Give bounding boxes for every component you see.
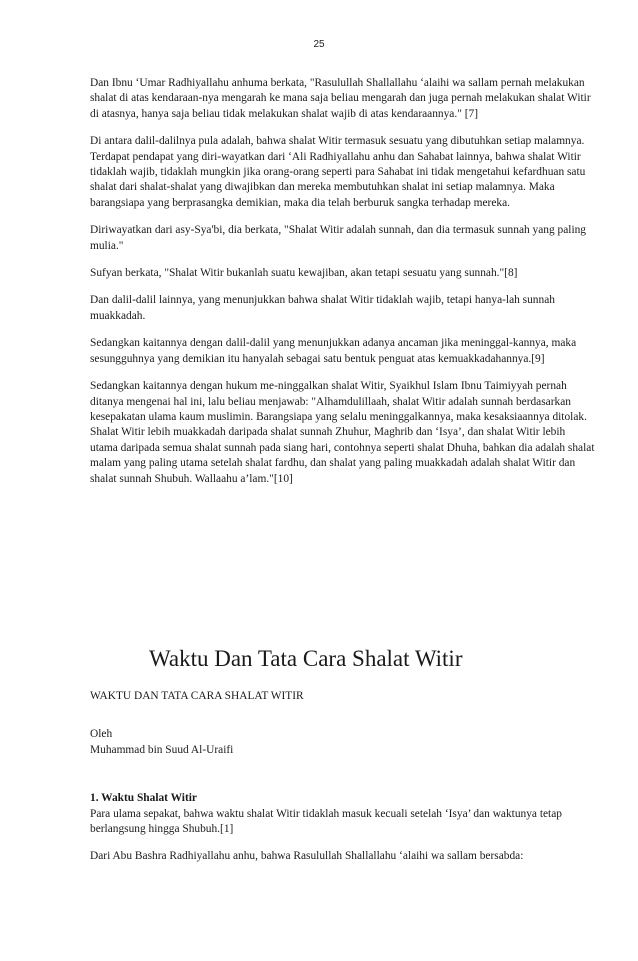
paragraph-dalil-witir: Di antara dalil-dalilnya pula adalah, bahwa shalat Witir termasuk sesuatu yang dibutuhkan setiap malamnya. Terdapat pendapat yang diri-wayatkan dari ‘Ali Radhiyallahu anhu dan Sahabat lainnya, bahwa shalat Witir tidaklah wajib, tidaklah mungkin jika orang-orang seperti para Sahabat ini tidak mengetahui kefardhuan satu shalat dari shalat-shalat yang diwajibkan dan mereka membutuhkan shalat ini setiap malamnya. Maka barangsiapa yang berprasangka demikian, maka dia telah berburuk sangka terhadap mereka. xyxy=(90,135,586,209)
section-title: Waktu Dan Tata Cara Shalat Witir xyxy=(149,645,463,671)
paragraph-ancaman: Sedangkan kaitannya dengan dalil-dalil yang menunjukkan adanya ancaman jika meninggal-kannya, maka sesungguhnya yang demikian itu hanyalah sebagai satu bentuk penguat atas kemuakkadahannya.[9] xyxy=(90,337,577,365)
section-caps-title: WAKTU DAN TATA CARA SHALAT WITIR xyxy=(90,689,304,702)
paragraph-asy-syabi: Diriwayatkan dari asy-Sya'bi, dia berkata, "Shalat Witir adalah sunnah, dan dia termasuk sunnah yang paling mulia." xyxy=(90,224,587,252)
paragraph-abu-bashra: Dari Abu Bashra Radhiyallahu anhu, bahwa Rasulullah Shallallahu ‘alaihi wa sallam bersabda: xyxy=(90,850,524,863)
page-number: 25 xyxy=(313,39,325,50)
author-block xyxy=(90,727,595,758)
paragraph-dalil-lainnya: Dan dalil-dalil lainnya, yang menunjukkan bahwa shalat Witir tidaklah wajib, tetapi hanya-lah sunnah muakkadah. xyxy=(90,294,555,322)
paragraph-waktu-witir: Para ulama sepakat, bahwa waktu shalat Witir tidaklah masuk kecuali setelah ‘Isya’ dan waktunya tetap berlangsung hingga Shubuh.[1] xyxy=(90,807,562,835)
by-label: Oleh xyxy=(90,728,113,741)
page-content xyxy=(90,76,595,877)
gap xyxy=(90,781,595,791)
blank-space xyxy=(90,499,595,645)
paragraph-ibnu-umar: Dan Ibnu ‘Umar Radhiyallahu anhuma berkata, "Rasulullah Shallallahu ‘alaihi wa sallam pernah melakukan shalat di atas kendaraan-nya mengarah ke mana saja beliau mengarah dan juga pernah melakukan shalat Witir di atasnya, hanya saja beliau tidak melakukan shalat wajib di atas kendaraannya." [7] xyxy=(90,77,591,120)
paragraph-ibnu-taimiyyah: Sedangkan kaitannya dengan hukum me-ninggalkan shalat Witir, Syaikhul Islam Ibnu Taimiyyah pernah ditanya mengenai hal ini, lalu beliau menjawab: "Alhamdulillaah, shalat Witir adalah sunnah berdasarkan kesepakatan ulama kaum muslimin. Barangsiapa yang selalu meninggalkannya, maka kesaksiaannya ditolak. Shalat Witir lebih muakkadah daripada shalat sunnah Zhuhur, Maghrib dan ‘Isya’, dan shalat Witir lebih utama daripada semua shalat sunnah pada siang hari, contohnya seperti shalat Dhuha, bahkan dia adalah shalat malam yang paling utama setelah shalat fardhu, dan shalat yang paling muakkadah adalah shalat Witir dan shalat sunnah Shubuh. Wallaahu a’lam."[10] xyxy=(90,380,595,485)
author-name: Muhammad bin Suud Al-Uraifi xyxy=(90,743,234,756)
subheading-waktu: 1. Waktu Shalat Witir xyxy=(90,792,197,805)
paragraph-sufyan: Sufyan berkata, "Shalat Witir bukanlah suatu kewajiban, akan tetapi sesuatu yang sunnah."[8] xyxy=(90,267,518,280)
